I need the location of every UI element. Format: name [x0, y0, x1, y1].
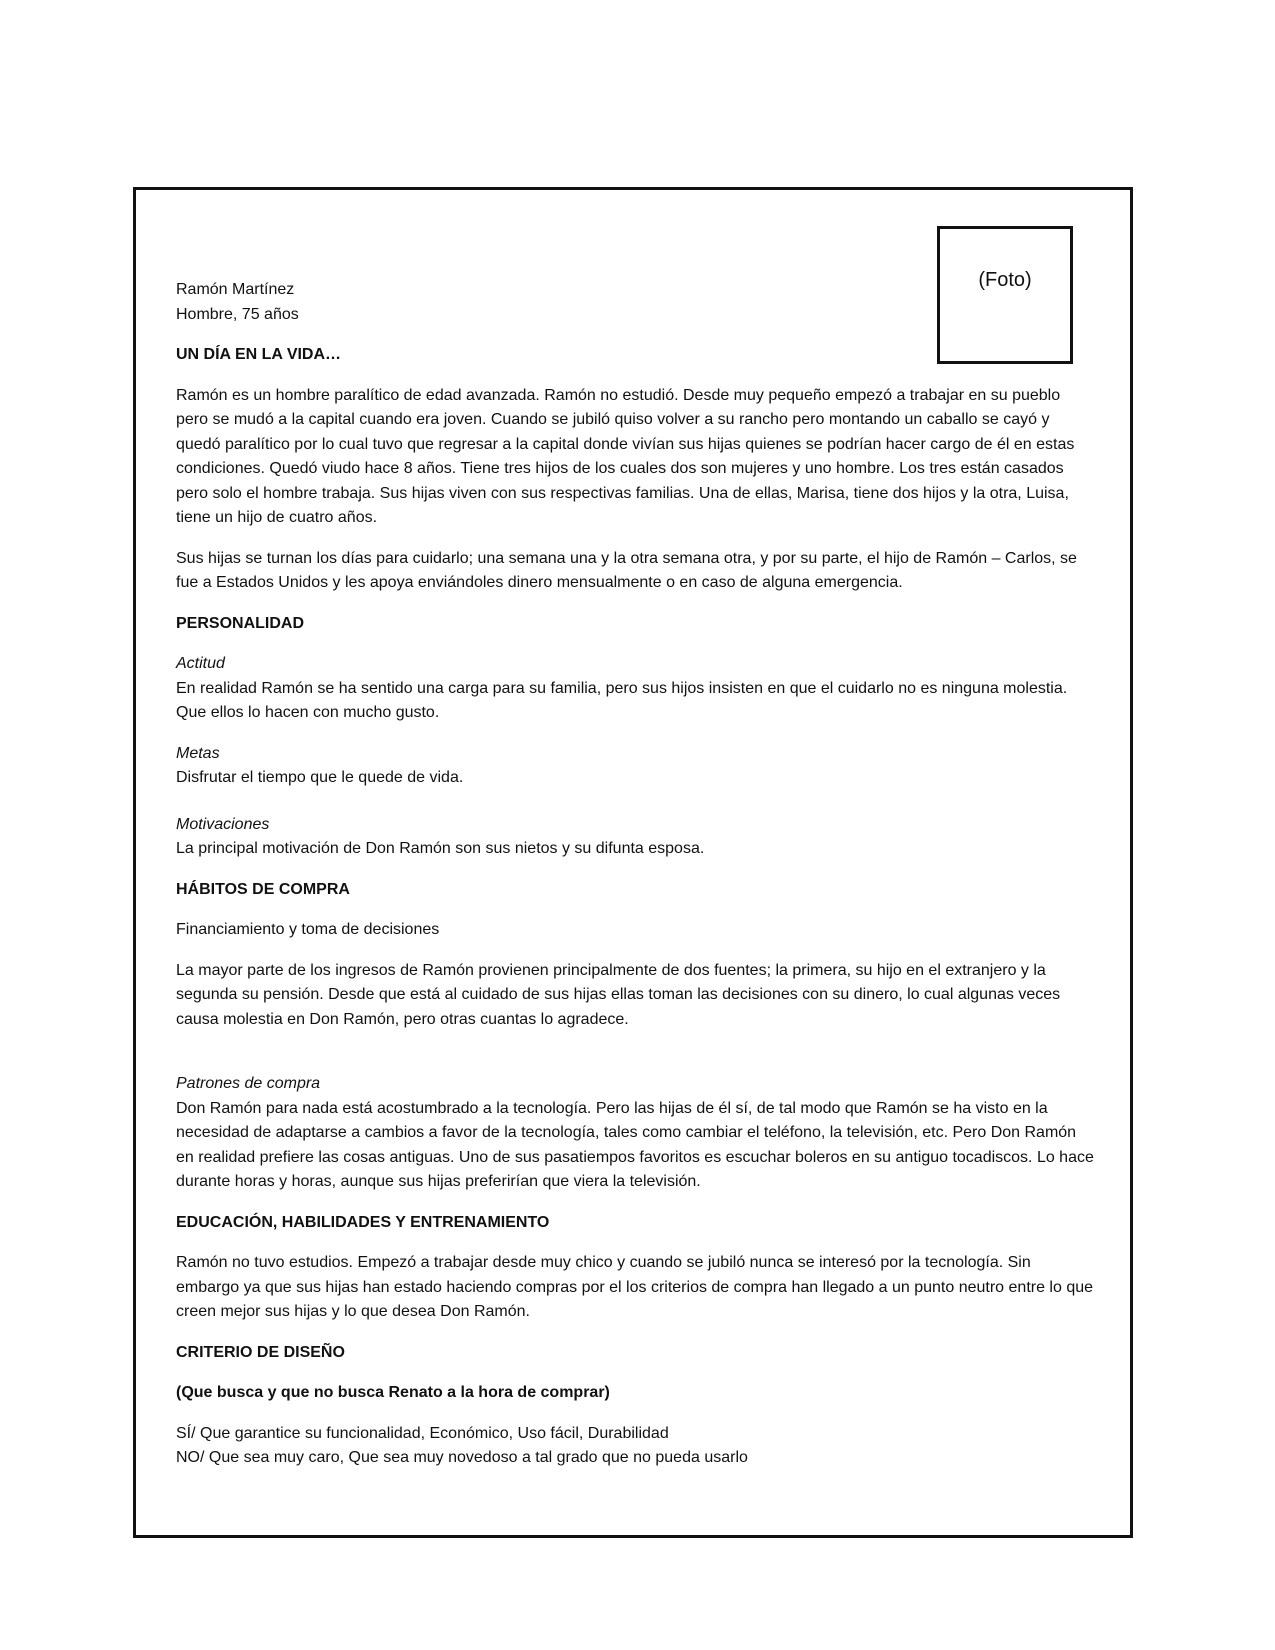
patrones-text: Don Ramón para nada está acostumbrado a la tecnología. Pero las hijas de él sí, de tal modo que Ramón se ha visto en la necesidad de adaptarse a cambios a favor de la tecnología, tales como cambiar el teléfono, la televisión, etc. Pero Don Ramón en realidad prefiere las cosas antiguas. Uno de sus pasatiempos favoritos es escuchar boleros en su antiguo tocadiscos. Lo hace durante horas y horas, aunque sus hijas preferirían que viera la televisión.	[176, 1099, 1094, 1190]
dia-paragraph-1: Ramón es un hombre paralítico de edad avanzada. Ramón no estudió. Desde muy pequeño empezó a trabajar en su pueblo pero se mudó a la capital cuando era joven. Cuando se jubiló quiso volver a su rancho pero montando un caballo se cayó y quedó paralítico por lo cual tuvo que regresar a la capital donde vivían sus hijas quienes se podrían hacer cargo de él en estas condiciones. Quedó viudo hace 8 años. Tiene tres hijos de los cuales dos son mujeres y uno hombre. Los tres están casados pero solo el hombre trabaja. Sus hijas viven con sus respectivas familias. Una de ellas, Marisa, tiene dos hijos y la otra, Luisa, tiene un hijo de cuatro años.	[176, 386, 1075, 526]
actitud-label: Actitud	[176, 655, 225, 672]
patrones-label: Patrones de compra	[176, 1075, 321, 1092]
section-title-criterio: CRITERIO DE DISEÑO	[176, 1343, 345, 1361]
educacion-text: Ramón no tuvo estudios. Empezó a trabajar desde muy chico y cuando se jubiló nunca se interesó por la tecnología. Sin embargo ya que sus hijas han estado haciendo compras por el los criterios de compra han llegado a un punto neutro entre lo que creen mejor sus hijas y lo que desea Don Ramón.	[176, 1254, 1094, 1320]
motivaciones-text: La principal motivación de Don Ramón son sus nietos y su difunta esposa.	[176, 840, 705, 857]
criterio-no: NO/ Que sea muy caro, Que sea muy novedoso a tal grado que no pueda usarlo	[176, 1449, 748, 1466]
dia-paragraph-2: Sus hijas se turnan los días para cuidarlo; una semana una y la otra semana otra, y por su parte, el hijo de Ramón – Carlos, se fue a Estados Unidos y les apoya enviándoles dinero mensualmente o en caso de alguna emergencia.	[176, 549, 1077, 591]
section-title-personalidad: PERSONALIDAD	[176, 614, 305, 632]
metas-label: Metas	[176, 744, 220, 762]
financiamiento-text: La mayor parte de los ingresos de Ramón provienen principalmente de dos fuentes; la primera, su hijo en el extranjero y la segunda su pensión. Desde que está al cuidado de sus hijas ellas toman las decisiones con su dinero, lo cual algunas veces causa molestia en Don Ramón, pero otras cuantas lo agradece.	[176, 961, 1061, 1028]
photo-label: (Foto)	[978, 269, 1032, 291]
financiamiento-label: Financiamiento y toma de decisiones	[176, 921, 440, 938]
criterio-subtitle: (Que busca y que no busca Renato a la hora de comprar)	[176, 1384, 610, 1401]
metas-text: Disfrutar el tiempo que le quede de vida.	[176, 769, 464, 786]
section-title-habitos: HÁBITOS DE COMPRA	[176, 880, 350, 898]
persona-content	[176, 278, 1096, 1471]
section-title-educacion: EDUCACIÓN, HABILIDADES Y ENTRENAMIENTO	[176, 1213, 550, 1231]
persona-name: Ramón Martínez	[176, 281, 295, 298]
motivaciones-label: Motivaciones	[176, 815, 270, 833]
actitud-text: En realidad Ramón se ha sentido una carga para su familia, pero sus hijos insisten en que el cuidarlo no es ninguna molestia. Que ellos lo hacen con mucho gusto.	[176, 679, 1068, 721]
section-title-dia: UN DÍA EN LA VIDA…	[176, 346, 342, 363]
persona-demographic: Hombre, 75 años	[176, 305, 299, 323]
criterio-si: SÍ/ Que garantice su funcionalidad, Económico, Uso fácil, Durabilidad	[176, 1424, 669, 1442]
